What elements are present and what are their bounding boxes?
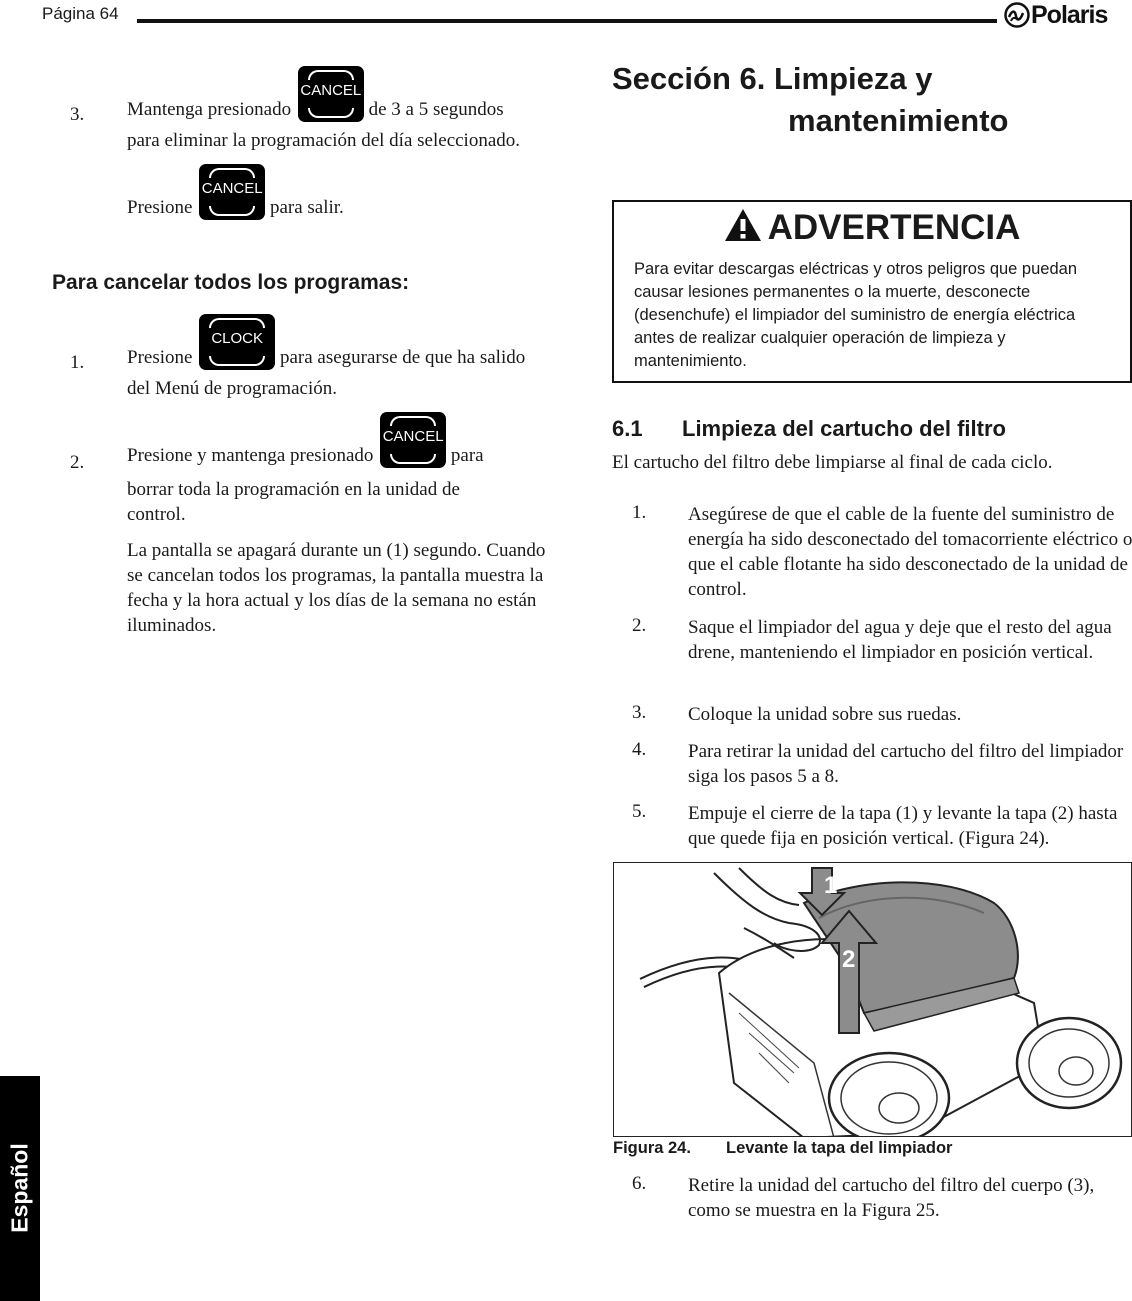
cancel-step-2-note: La pantalla se apagará durante un (1) segundo. Cuando se cancelan todos los programas, la pantalla muestra la fecha y la hora actual y los días de la semana no están iluminados. [127, 540, 546, 636]
cancel-step-2-after: para [450, 445, 484, 466]
subsection-title: Limpieza del cartucho del filtro [682, 416, 1006, 441]
step-number: 4. [632, 739, 647, 760]
exit-before: Presione [127, 197, 193, 218]
cancel-button-image [380, 412, 446, 468]
step-number: 6. [632, 1173, 647, 1194]
logo-text: Polaris [1031, 0, 1108, 29]
warning-body: Para evitar descargas eléctricas y otros peligros que puedan causar lesiones permanentes o la muerte, desconecte (desenchufe) el limpiador del suministro de energía eléctrica antes de realizar cualquier operación de limpieza y mantenimiento. [634, 260, 1077, 370]
step-number: 5. [632, 801, 647, 822]
language-tab-label: Español [6, 1143, 33, 1233]
polaris-wave-icon [1004, 2, 1030, 28]
step-3-text [127, 66, 567, 122]
cancel-button-image [199, 164, 265, 220]
step-text: Empuje el cierre de la tapa (1) y levante la tapa (2) hasta que quede fija en posición vertical. (Figura 24). [688, 803, 1118, 849]
header-rule [137, 19, 997, 23]
cancel-step-2-text [127, 412, 567, 468]
step-number: 2. [632, 615, 647, 636]
step-3-before: Mantenga presionado [127, 99, 292, 120]
button-arc-top [390, 416, 436, 426]
figure-caption-text: Levante la tapa del limpiador [726, 1139, 953, 1157]
cancel-button-label: CANCEL [382, 428, 444, 445]
step-number: 1. [70, 352, 85, 373]
clock-button-image [199, 314, 275, 370]
warning-heading [614, 208, 1130, 248]
cancel-step-1-text [127, 314, 567, 370]
step-3-line2: para eliminar la programación del día seleccionado. [127, 130, 521, 151]
button-arc-top [209, 168, 255, 178]
subsection-number: 6.1 [612, 416, 643, 441]
cancel-button-label: CANCEL [201, 180, 263, 197]
step-text: Para retirar la unidad del cartucho del filtro del limpiador siga los pasos 5 a 8. [688, 741, 1124, 787]
clock-button-label: CLOCK [211, 330, 264, 347]
exit-after: para salir. [269, 197, 344, 218]
step-text: Retire la unidad del cartucho del filtro del cuerpo (3), como se muestra en la Figura 25. [688, 1175, 1095, 1221]
cleaner-lid-illustration [614, 863, 1132, 1137]
step-number: 3. [70, 104, 85, 125]
button-arc-top [308, 70, 354, 80]
step-text: Coloque la unidad sobre sus ruedas. [688, 704, 962, 725]
warning-box [612, 200, 1132, 383]
section-title-line2: mantenimiento [788, 103, 1009, 138]
warning-heading-text: ADVERTENCIA [767, 208, 1021, 247]
step-number: 2. [70, 452, 85, 473]
step-number: 3. [632, 702, 647, 723]
page-number: Página 64 [42, 4, 119, 23]
cancel-step-1-after: para asegurarse de que ha salido [279, 347, 526, 368]
figure-callout-1: 1 [824, 872, 838, 899]
cancel-button-image [298, 66, 364, 122]
button-arc-bottom [390, 454, 436, 464]
cancel-step-2-line3: control. [127, 504, 186, 525]
button-arc-bottom [308, 108, 354, 118]
cancel-step-1-line2: del Menú de programación. [127, 378, 337, 399]
polaris-logo [1004, 0, 1132, 30]
step-text: Saque el limpiador del agua y deje que el resto del agua drene, manteniendo el limpiador en posición vertical. [688, 617, 1112, 663]
cancel-step-1-before: Presione [127, 347, 193, 368]
warning-triangle-icon [724, 208, 762, 242]
button-arc-bottom [209, 356, 265, 366]
figure-caption-number: Figura 24. [613, 1139, 691, 1157]
cancel-step-2-before: Presione y mantenga presionado [127, 445, 374, 466]
section-title-line1: Sección 6. Limpieza y [612, 61, 933, 96]
subsection-heading [612, 416, 1006, 442]
step-text: Asegúrese de que el cable de la fuente del suministro de energía ha sido desconectado del tomacorriente eléctrico o que el cable flotante ha sido desconectado de la unidad de control. [688, 504, 1132, 600]
step-3-after: de 3 a 5 segundos [368, 99, 504, 120]
figure-24-illustration [613, 862, 1132, 1137]
button-arc-bottom [209, 206, 255, 216]
subsection-intro: El cartucho del filtro debe limpiarse al final de cada ciclo. [612, 452, 1053, 473]
cancel-step-2-line2: borrar toda la programación en la unidad de [127, 479, 460, 500]
step-number: 1. [632, 502, 647, 523]
figure-caption [613, 1139, 952, 1158]
cancel-button-label: CANCEL [300, 82, 362, 99]
section-title [612, 58, 1008, 142]
button-arc-top [209, 318, 265, 328]
step-3-exit [127, 164, 567, 220]
cancel-all-heading: Para cancelar todos los programas: [52, 271, 410, 294]
figure-callout-2: 2 [842, 946, 856, 973]
